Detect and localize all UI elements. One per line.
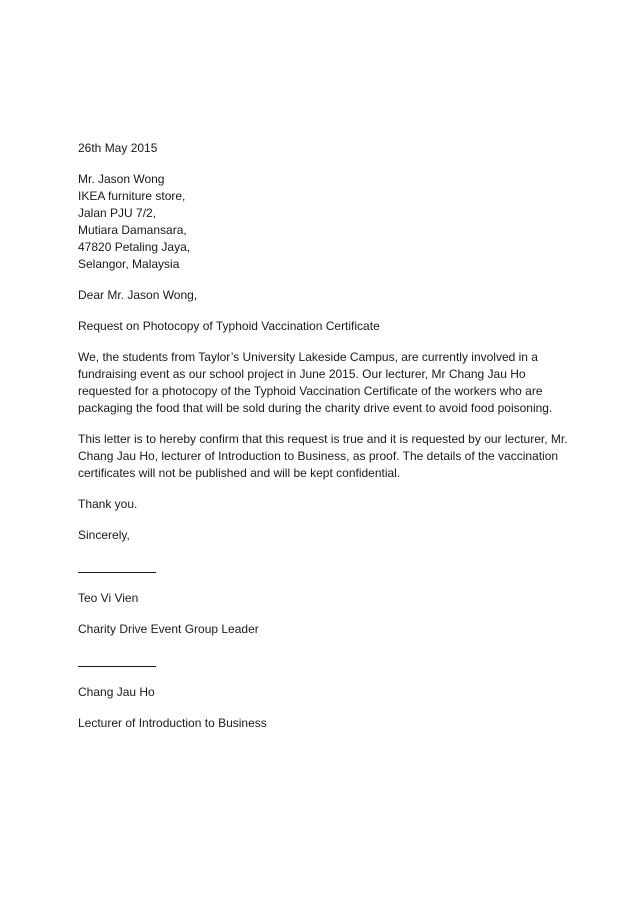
address-line: Selangor, Malaysia — [78, 257, 180, 271]
signatory-name: Chang Jau Ho — [78, 685, 155, 699]
letter-date: 26th May 2015 — [78, 141, 158, 155]
paragraph-line: fundraising event as our school project in June 2015. Our lecturer, Mr Chang Jau Ho — [78, 367, 526, 381]
address-line: Jalan PJU 7/2, — [78, 206, 157, 220]
body-paragraph-2 — [78, 431, 568, 482]
signature-line — [78, 564, 156, 573]
salutation: Dear Mr. Jason Wong, — [78, 288, 198, 302]
signatory-title: Lecturer of Introduction to Business — [78, 716, 267, 730]
paragraph-line: This letter is to hereby confirm that this request is true and it is requested by our lecturer, Mr. — [78, 432, 568, 446]
subject-line: Request on Photocopy of Typhoid Vaccination Certificate — [78, 319, 380, 333]
recipient-name: Mr. Jason Wong — [78, 172, 165, 186]
signatory-name: Teo Vi Vien — [78, 591, 139, 605]
recipient-address — [78, 171, 568, 273]
paragraph-line: Chang Jau Ho, lecturer of Introduction to Business, as proof. The details of the vaccination — [78, 449, 559, 463]
paragraph-line: requested for a photocopy of the Typhoid Vaccination Certificate of the workers who are — [78, 384, 543, 398]
closing-line: Sincerely, — [78, 528, 130, 542]
paragraph-line: certificates will not be published and will be kept confidential. — [78, 466, 401, 480]
signature-line — [78, 658, 156, 667]
paragraph-line: We, the students from Taylor’s University Lakeside Campus, are currently involved in a — [78, 350, 538, 364]
signatory-title: Charity Drive Event Group Leader — [78, 622, 259, 636]
thanks-line: Thank you. — [78, 497, 138, 511]
address-line: 47820 Petaling Jaya, — [78, 240, 191, 254]
letter-body — [78, 140, 568, 732]
address-line: IKEA furniture store, — [78, 189, 186, 203]
body-paragraph-1 — [78, 349, 568, 417]
paragraph-line: packaging the food that will be sold during the charity drive event to avoid food poisoning. — [78, 401, 553, 415]
address-line: Mutiara Damansara, — [78, 223, 187, 237]
